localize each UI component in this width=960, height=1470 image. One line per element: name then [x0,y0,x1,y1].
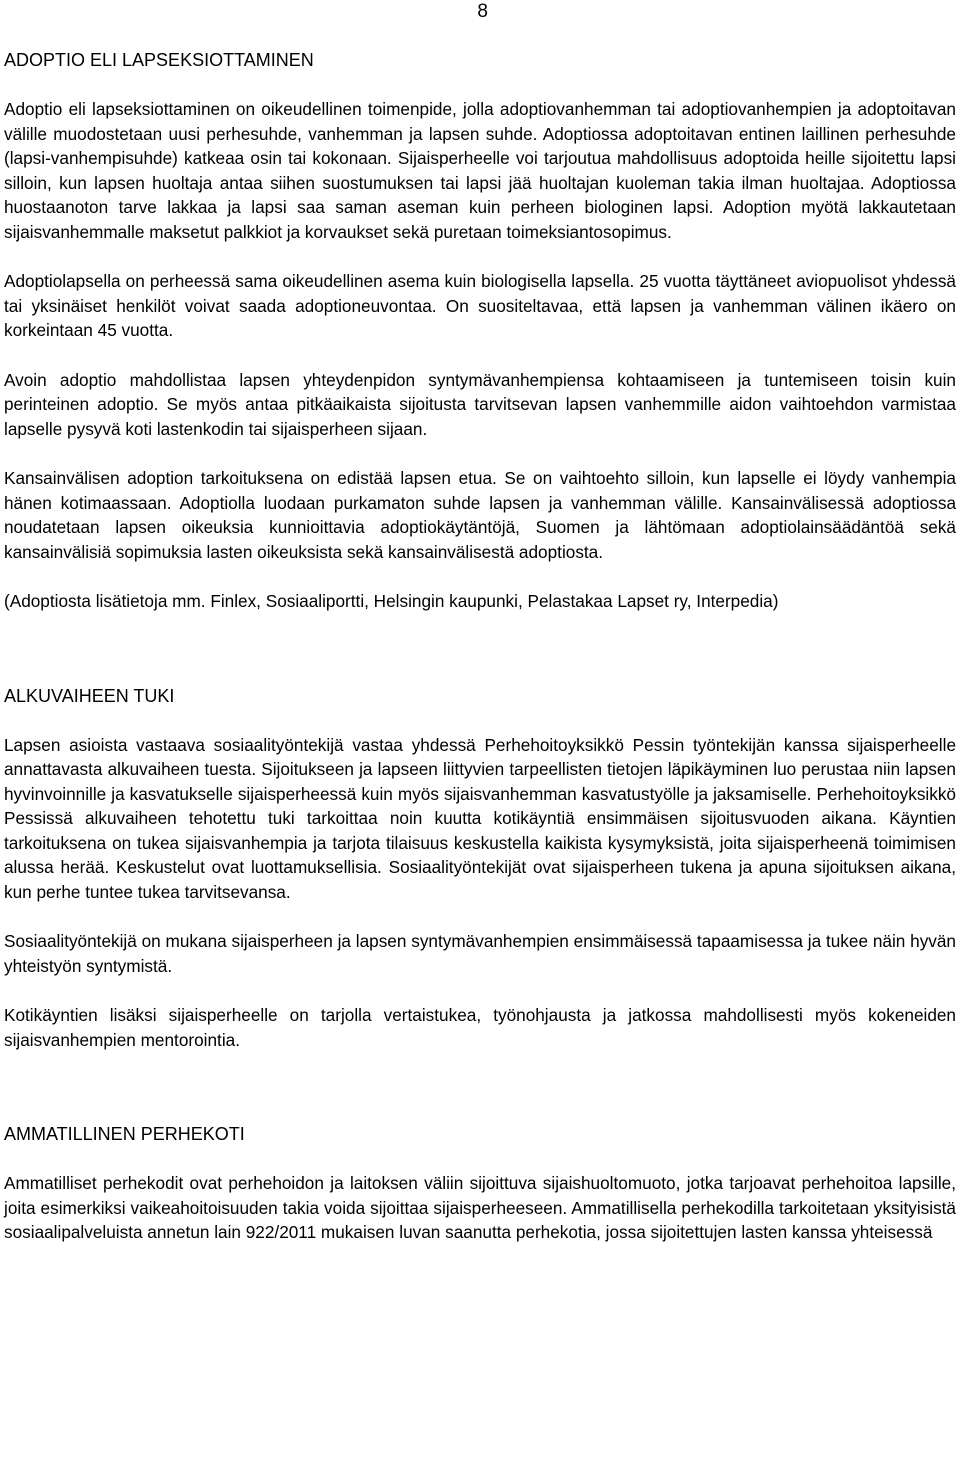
page-number: 8 [477,1,488,22]
paragraph: Kansainvälisen adoption tarkoituksena on edistää lapsen etua. Se on vaihtoehto silloin, kun lapselle ei löydy vanhempia hänen kotimaassaan. Adoptiolla luodaan purkamaton suhde lapsen ja vanhemman välille. Kansainvälisessä adoptiossa noudatetaan lapsen oikeuksia kunnioittavia adoptiokäytäntöjä, Suomen ja lähtömaan adoptiolainsäädäntöä sekä kansainvälisiä sopimuksia lasten oikeuksista sekä kansainvälisestä adoptiosta. [4,468,956,562]
paragraph: Ammatilliset perhekodit ovat perhehoidon ja laitoksen väliin sijoittuva sijaishuoltomuoto, jotka tarjoavat perhehoitoa lapsille, joita esimerkiksi vaikeahoitoisuuden takia voida sijoittaa sijaisperheeseen. Ammatillisella perhekodilla tarkoitetaan yksityisistä sosiaalipalveluista annetun lain 922/2011 mukaisen luvan saanutta perhekotia, jossa sijoitettujen lasten kanssa yhteisessä [4,1173,956,1242]
document-page [4,0,956,1470]
paragraph: Adoptio eli lapseksiottaminen on oikeudellinen toimenpide, jolla adoptiovanhemman tai adoptiovanhempien ja adoptoitavan välille muodostetaan uusi perhesuhde, vanhemman ja lapsen suhde. Adoptiossa adoptoitavan entinen laillinen perhesuhde (lapsi-vanhempisuhde) katkeaa osin tai kokonaan. Sijaisperheelle voi tarjoutua mahdollisuus adoptoida heille sijoitettu lapsi silloin, kun lapsen huoltaja antaa siihen suostumuksen tai lapsi jää huoltajan kuoleman takia ilman huoltajaa. Adoptiossa huostaanoton tarve lakkaa ja lapsi saa saman aseman kuin perheen biologinen lapsi. Adoption myötä lakkautetaan sijaisvanhemmalle maksetut palkkiot ja korvaukset sekä puretaan toimeksiantosopimus. [4,99,956,242]
section-spacer [4,639,956,684]
paragraph: Sosiaalityöntekijä on mukana sijaisperheen ja lapsen syntymävanhempien ensimmäisessä tapaamisessa ja tukee näin hyvän yhteistyön syntymistä. [4,931,956,976]
paragraph-references: (Adoptiosta lisätietoja mm. Finlex, Sosiaaliportti, Helsingin kaupunki, Pelastakaa Lapset ry, Interpedia) [4,591,779,611]
section-alkuvaiheen-tuki [4,684,956,1053]
section-heading-alkuvaiheen-tuki: ALKUVAIHEEN TUKI [4,685,175,706]
paragraph: Avoin adoptio mahdollistaa lapsen yhteydenpidon syntymävanhempiensa kohtaamiseen ja tuntemiseen toisin kuin perinteinen adoptio. Se myös antaa pitkäaikaista sijoitusta tarvitsevan lapsen vanhemmille aidon vaihtoehdon varmistaa lapselle pysyvä koti lastenkodin tai sijaisperheen sijaan. [4,369,956,439]
section-ammatillinen-perhekoti [4,1122,956,1245]
paragraph: Adoptiolapsella on perheessä sama oikeudellinen asema kuin biologisella lapsella. 25 vuotta täyttäneet aviopuolisot yhdessä tai yksinäiset henkilöt voivat saada adoptioneuvontaa. On suositeltavaa, että lapsen ja vanhemman välinen ikäero on korkeintaan 45 vuotta. [4,271,956,340]
paragraph: Lapsen asioista vastaava sosiaalityöntekijä vastaa yhdessä Perhehoitoyksikkö Pessin työntekijän kanssa sijaisperheelle annattavasta alkuvaiheen tuesta. Sijoitukseen ja lapseen liittyvien tarpeellisten tietojen läpikäyminen luo perustaa niin lapsen hyvinvoinnille ja kasvatukselle sijaisperheessä kuin myös sijaisvanhemman kasvatustyölle ja jaksamiselle. Perhehoitoyksikkö Pessissä alkuvaiheen tehotettu tuki tarkoittaa noin kuutta kotikäyntiä ensimmäisen sijoitusvuoden aikana. Käyntien tarkoituksena on tukea sijaisvanhempia ja tarjota tilaisuus keskustella kaikista kysymyksistä, joita sijaisperheenä toimimisen alussa herää. Keskustelut ovat luottamuksellisia. Sosiaalityöntekijät ovat sijaisperheen tukena ja apuna sijoituksen aikana, kun perhe tuntee tukea tarvitsevansa. [4,734,956,902]
section-heading-adoptio: ADOPTIO ELI LAPSEKSIOTTAMINEN [4,50,314,70]
paragraph: Kotikäyntien lisäksi sijaisperheelle on tarjolla vertaistukea, työnohjausta ja jatkossa mahdollisesti myös kokeneiden sijaisvanhempien mentorointia. [4,1005,956,1050]
section-heading-ammatillinen-perhekoti: AMMATILLINEN PERHEKOTI [4,1124,245,1144]
document-body [4,48,956,1270]
section-spacer [4,1077,956,1122]
section-adoptio [4,48,956,614]
